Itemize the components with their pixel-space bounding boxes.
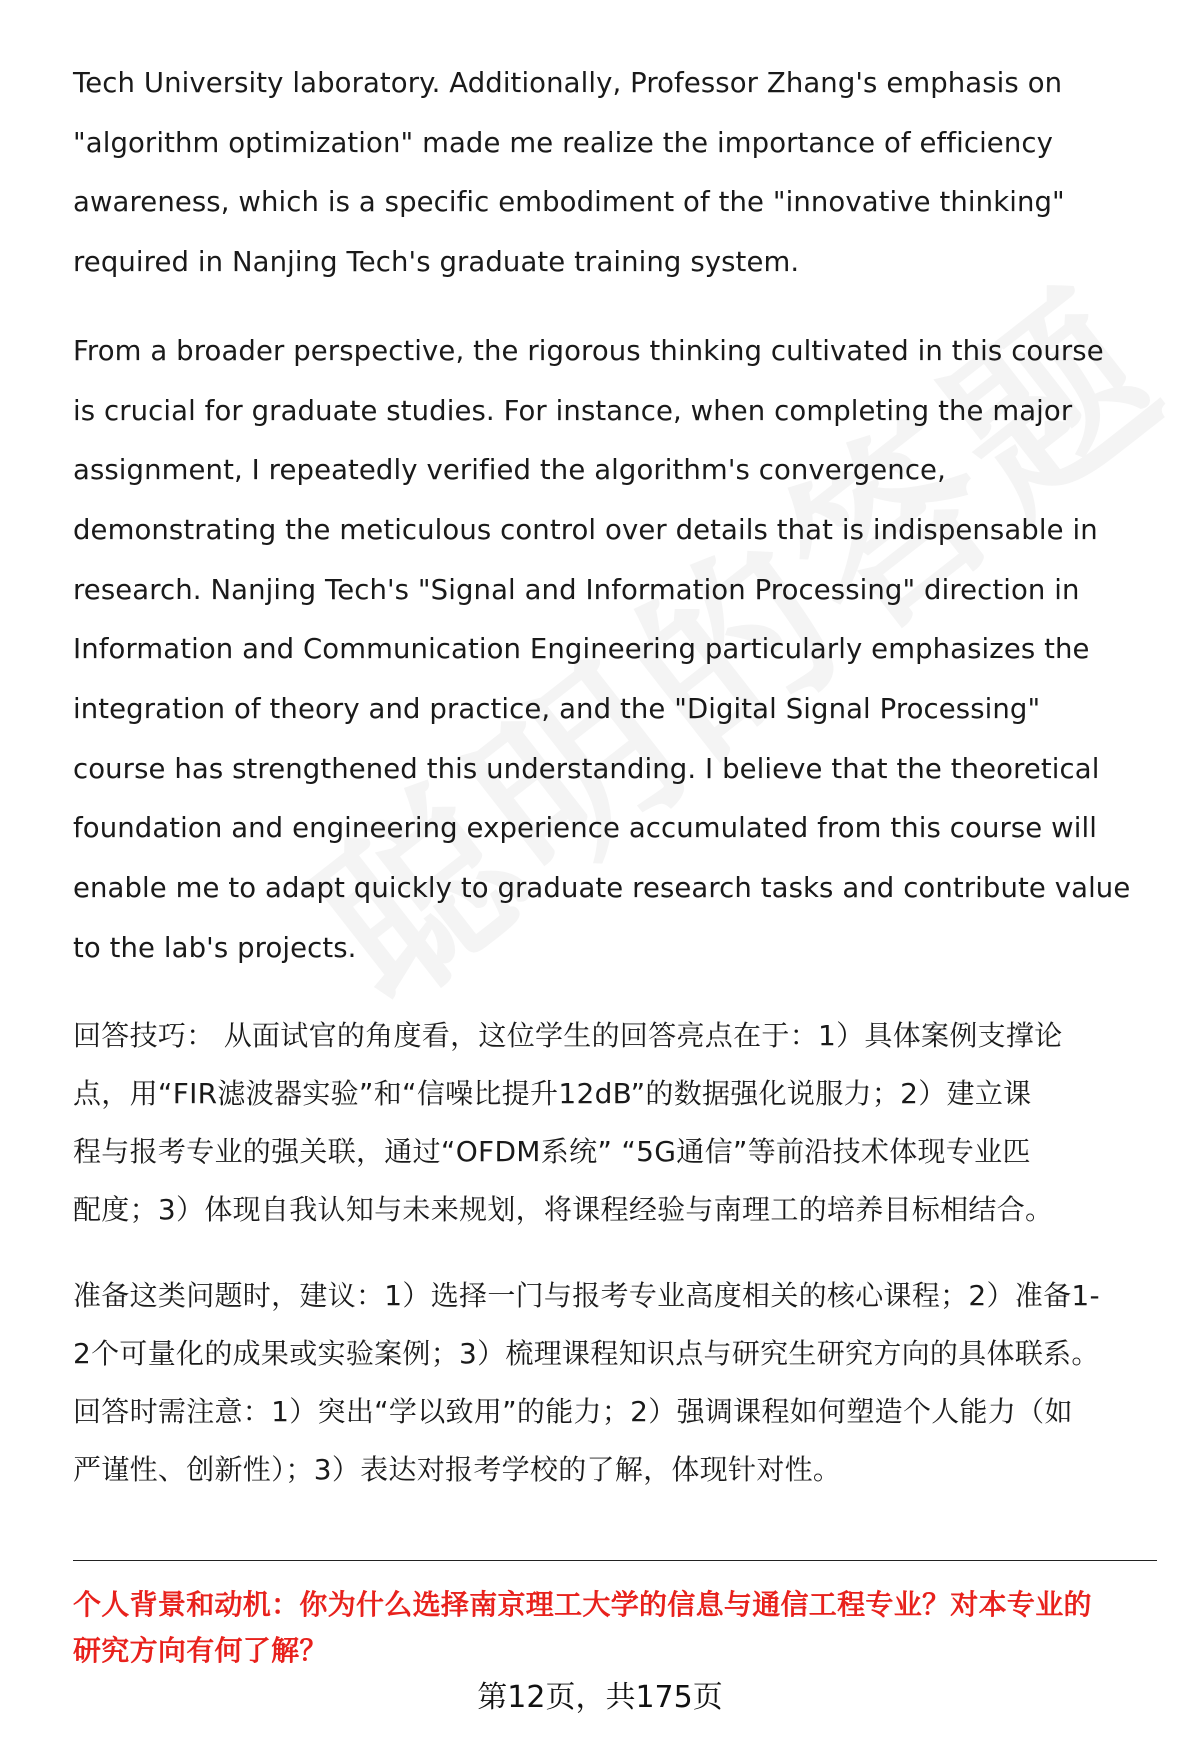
text-line: awareness, which is a specific embodiment of the "innovative thinking" <box>73 186 1065 219</box>
section-divider <box>73 1560 1157 1561</box>
text-line: research. Nanjing Tech's "Signal and Information Processing" direction in <box>73 573 1080 606</box>
page-number: 第12页，共175页 <box>477 1680 723 1715</box>
text-line: 程与报考专业的强关联，通过“OFDM系统” “5G通信”等前沿技术体现专业匹 <box>73 1134 1031 1168</box>
question-line: 研究方向有何了解？ <box>73 1634 328 1667</box>
text-line: 2个可量化的成果或实验案例；3）梳理课程知识点与研究生研究方向的具体联系。 <box>73 1336 1100 1370</box>
paragraph-efficiency-awareness <box>73 54 1160 293</box>
text-line: Tech University laboratory. Additionally, Professor Zhang's emphasis on <box>73 67 1063 99</box>
paragraph-broader-perspective <box>73 322 1160 979</box>
text-line: is crucial for graduate studies. For instance, when completing the major <box>73 394 1073 427</box>
text-line: Information and Communication Engineering particularly emphasizes the <box>73 633 1090 666</box>
text-line: 回答技巧： 从面试官的角度看，这位学生的回答亮点在于：1）具体案例支撑论 <box>73 1018 1063 1052</box>
text-line: course has strengthened this understanding. I believe that the theoretical <box>73 752 1100 785</box>
text-line: 回答时需注意：1）突出“学以致用”的能力；2）强调课程如何塑造个人能力（如 <box>73 1394 1073 1428</box>
text-line: 准备这类问题时，建议：1）选择一门与报考专业高度相关的核心课程；2）准备1- <box>73 1278 1100 1312</box>
text-line: 严谨性、创新性）；3）表达对报考学校的了解，体现针对性。 <box>73 1452 842 1486</box>
text-line: to the lab's projects. <box>73 931 357 964</box>
interview-question-heading <box>73 1582 1160 1674</box>
text-line: From a broader perspective, the rigorous thinking cultivated in this course <box>73 334 1104 367</box>
text-line: required in Nanjing Tech's graduate training system. <box>73 246 800 279</box>
paragraph-answer-tips <box>73 1007 1160 1239</box>
question-line: 个人背景和动机：你为什么选择南京理工大学的信息与通信工程专业？对本专业的 <box>73 1588 1092 1621</box>
text-line: integration of theory and practice, and the "Digital Signal Processing" <box>73 693 1041 726</box>
text-line: 配度；3）体现自我认知与未来规划，将课程经验与南理工的培养目标相结合。 <box>73 1192 1054 1226</box>
text-line: enable me to adapt quickly to graduate research tasks and contribute value <box>73 872 1131 905</box>
paragraph-preparation-advice <box>73 1267 1160 1499</box>
text-line: 点，用“FIR滤波器实验”和“信噪比提升12dB”的数据强化说服力；2）建立课 <box>73 1076 1032 1110</box>
text-line: assignment, I repeatedly verified the algorithm's convergence, <box>73 454 946 487</box>
text-line: foundation and engineering experience accumulated from this course will <box>73 812 1097 845</box>
text-line: demonstrating the meticulous control over details that is indispensable in <box>73 513 1098 546</box>
text-line: "algorithm optimization" made me realize the importance of efficiency <box>73 126 1053 159</box>
